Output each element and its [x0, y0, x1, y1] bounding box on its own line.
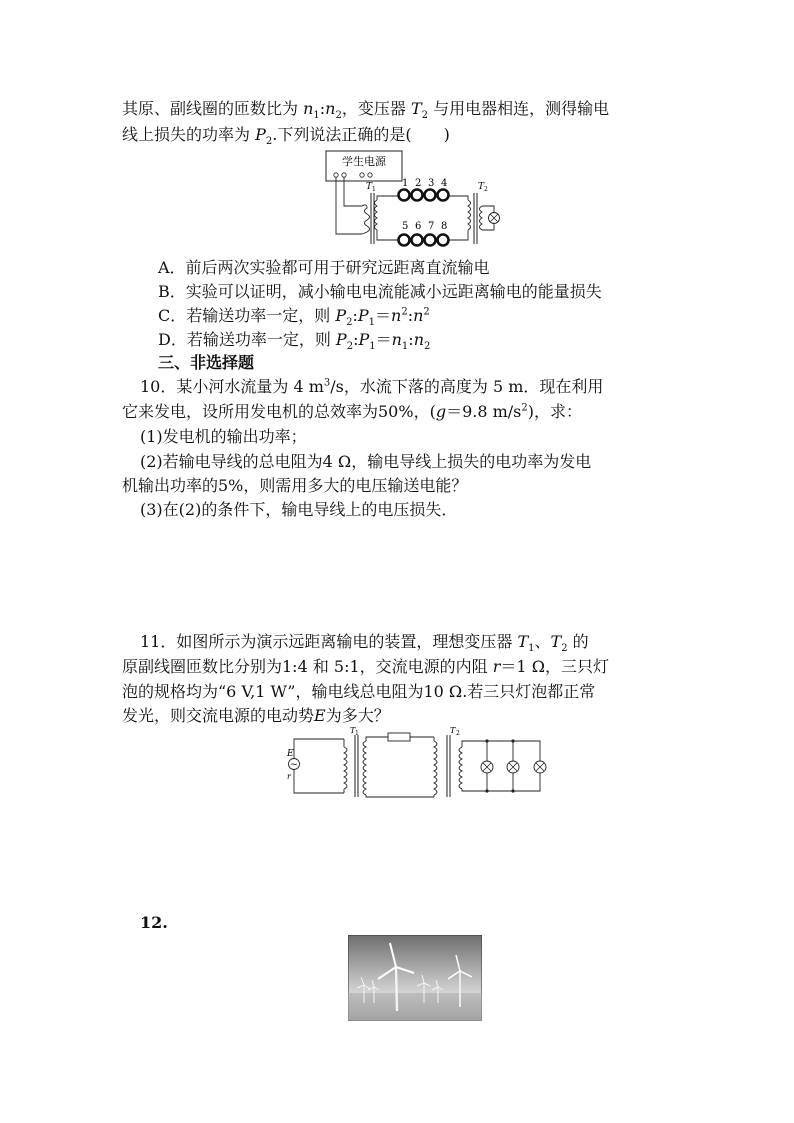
q10-part1: (1)发电机的输出功率；: [140, 427, 307, 446]
lamp-icon: [507, 761, 519, 773]
coils-bottom: [399, 235, 449, 246]
coil-label-2: 2: [415, 178, 422, 189]
t2-label: T: [450, 727, 456, 735]
power-supply-label: 学生电源: [342, 155, 386, 168]
coil-label-5: 5: [402, 221, 409, 232]
q11-line4: 发光，则交流电源的电动势E为多大？: [122, 706, 390, 725]
q10-part3: (3)在(2)的条件下，输电导线上的电压损失．: [140, 500, 458, 519]
q10-part2-line1: (2)若输电导线的总电阻为4 Ω，输电导线上损失的电功率为发电: [140, 452, 592, 471]
svg-text:1: 1: [372, 186, 376, 193]
q11-line3: 泡的规格均为“6 V,1 W”，输电线总电阻为10 Ω.若三只灯泡都正常: [122, 682, 596, 701]
emf-label: E: [287, 749, 294, 759]
q9-option-a: A．前后两次实验都可用于研究远距离直流输电: [158, 258, 490, 277]
q11-circuit-figure: [284, 727, 550, 801]
q9-option-c: C．若输送功率一定，则 $P_2:P_1=n^2:n^2$: [158, 306, 430, 329]
q9-option-d: D．若输送功率一定，则 $P_2:P_1=n_1:n_2$: [158, 330, 431, 353]
coil-label-4: 4: [441, 178, 448, 189]
q11-line2: 原副线圈匝数比分别为1:4 和 5:1，交流电源的内阻 r＝1 Ω，三只灯: [122, 657, 609, 676]
wind-turbine-photo: [348, 935, 482, 1021]
q12-number: 12.: [140, 913, 168, 932]
svg-text:2: 2: [484, 186, 488, 193]
q9-stem-line1: 其原、副线圈的匝数比为 $n_1:n_2$，变压器 $T_2$ 与用电器相连，测得输电: [122, 99, 610, 122]
ac-source-icon: ~: [290, 760, 298, 770]
q10-part2-line2: 机输出功率的5%，则需用多大的电压输送电能？: [122, 476, 468, 495]
section-heading: 三、非选择题: [158, 353, 255, 372]
internal-resistance-label: r: [287, 772, 291, 781]
q9-circuit-figure: [316, 148, 516, 252]
t1-label: T: [366, 182, 373, 192]
coil-label-3: 3: [428, 178, 435, 189]
svg-text:1: 1: [355, 730, 359, 737]
lamp-icon: [489, 213, 500, 224]
lamp-icon: [534, 761, 546, 773]
q11-line1: 11．如图所示为演示远距离输电的装置，理想变压器 $T_1$、$T_2$ 的: [140, 632, 589, 655]
coil-label-8: 8: [441, 221, 448, 232]
coil-label-6: 6: [415, 221, 422, 232]
line-resistor: [388, 733, 410, 741]
coil-label-1: 1: [402, 178, 409, 189]
q9-stem-line2: 线上损失的功率为 $P_2$.下列说法正确的是( ): [122, 125, 450, 148]
coils-top: [399, 190, 449, 201]
t2-label: T: [478, 182, 485, 192]
svg-text:2: 2: [456, 730, 460, 737]
coil-label-7: 7: [428, 221, 435, 232]
q10-line1: 10．某小河水流量为 4 $m^3/s$，水流下落的高度为 5 m．现在利用: [140, 377, 604, 396]
lamp-icon: [481, 761, 493, 773]
q9-option-b: B．实验可以证明，减小输电电流能减小远距离输电的能量损失: [158, 282, 602, 301]
t1-label: T: [350, 727, 356, 735]
q10-line2: 它来发电，设所用发电机的总效率为50%，(g＝9.8 $m/s^2$)，求：: [122, 402, 582, 421]
